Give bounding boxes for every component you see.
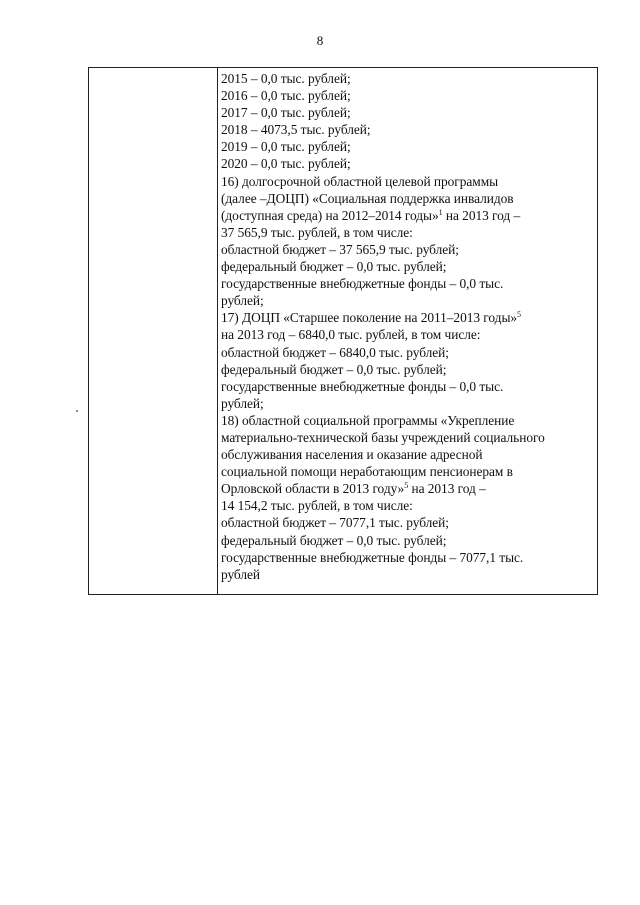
text-line [221,173,595,190]
line-text: 2019 – 0,0 тыс. рублей; [221,139,351,155]
text-line [221,463,595,480]
text-line [221,224,595,241]
text-line [221,104,595,121]
text-line [221,275,595,292]
line-text: 14 154,2 тыс. рублей, в том числе: [221,498,413,514]
text-line [221,514,595,531]
text-line [221,446,595,463]
line-text: (далее –ДОЦП) «Социальная поддержка инвалидов [221,190,514,206]
text-line [221,87,595,104]
line-text: 37 565,9 тыс. рублей, в том числе: [221,224,413,240]
footnote-marker: 5 [404,481,409,491]
text-line [221,549,595,566]
page-number: 8 [316,33,324,48]
text-line [221,344,595,361]
text-line [221,532,595,549]
text-line [221,361,595,378]
text-line [221,309,595,326]
text-line [221,412,595,429]
line-text: областной бюджет – 37 565,9 тыс. рублей; [221,241,459,257]
text-line [221,395,595,412]
text-line [221,258,595,275]
line-text: обслуживания населения и оказание адресной [221,447,483,463]
line-text: 2017 – 0,0 тыс. рублей; [221,105,351,121]
text-line [221,207,595,224]
line-text-continued: на 2013 год – [408,481,486,497]
line-text: Орловской области в 2013 году» [221,481,405,497]
line-text: материально-технической базы учреждений социального [221,429,545,445]
line-text: 17) ДОЦП «Старшее поколение на 2011–2013 годы» [221,310,518,326]
line-text: 2018 – 4073,5 тыс. рублей; [221,122,371,138]
line-text: государственные внебюджетные фонды – 0,0 тыс. [221,276,504,292]
table-left-cell [89,68,218,594]
text-line [221,155,595,172]
line-text: федеральный бюджет – 0,0 тыс. рублей; [221,532,447,548]
line-text: 2020 – 0,0 тыс. рублей; [221,156,351,172]
line-text: федеральный бюджет – 0,0 тыс. рублей; [221,259,447,275]
footnote-marker: 5 [517,310,521,320]
line-text: 16) долгосрочной областной целевой программы [221,173,499,189]
text-line [221,241,595,258]
text-line [221,326,595,343]
scan-artifact [76,410,78,412]
line-text: рублей [221,566,261,582]
line-text: на 2013 год – 6840,0 тыс. рублей, в том числе: [221,327,481,343]
text-line [221,566,595,583]
line-text-continued: на 2013 год – [442,207,521,223]
line-text: областной бюджет – 7077,1 тыс. рублей; [221,515,449,531]
text-line [221,70,595,87]
line-text: 18) областной социальной программы «Укрепление [221,412,515,428]
line-text: 2015 – 0,0 тыс. рублей; [221,71,351,86]
line-text: государственные внебюджетные фонды – 7077,1 тыс. [221,549,524,565]
table-right-cell [221,70,595,583]
text-line [221,378,595,395]
text-line [221,480,595,497]
text-line [221,429,595,446]
line-text: (доступная среда) на 2012–2014 годы» [221,207,439,223]
footnote-marker: 1 [438,207,443,217]
text-line [221,190,595,207]
line-text: 2016 – 0,0 тыс. рублей; [221,88,351,104]
text-line [221,138,595,155]
text-line [221,497,595,514]
line-text: государственные внебюджетные фонды – 0,0 тыс. [221,378,504,394]
line-text: областной бюджет – 6840,0 тыс. рублей; [221,344,449,360]
document-table [88,67,598,595]
line-text: рублей; [221,293,264,309]
line-text: федеральный бюджет – 0,0 тыс. рублей; [221,361,447,377]
text-line [221,121,595,138]
line-text: рублей; [221,395,264,411]
text-line [221,292,595,309]
line-text: социальной помощи неработающим пенсионерам в [221,464,513,480]
